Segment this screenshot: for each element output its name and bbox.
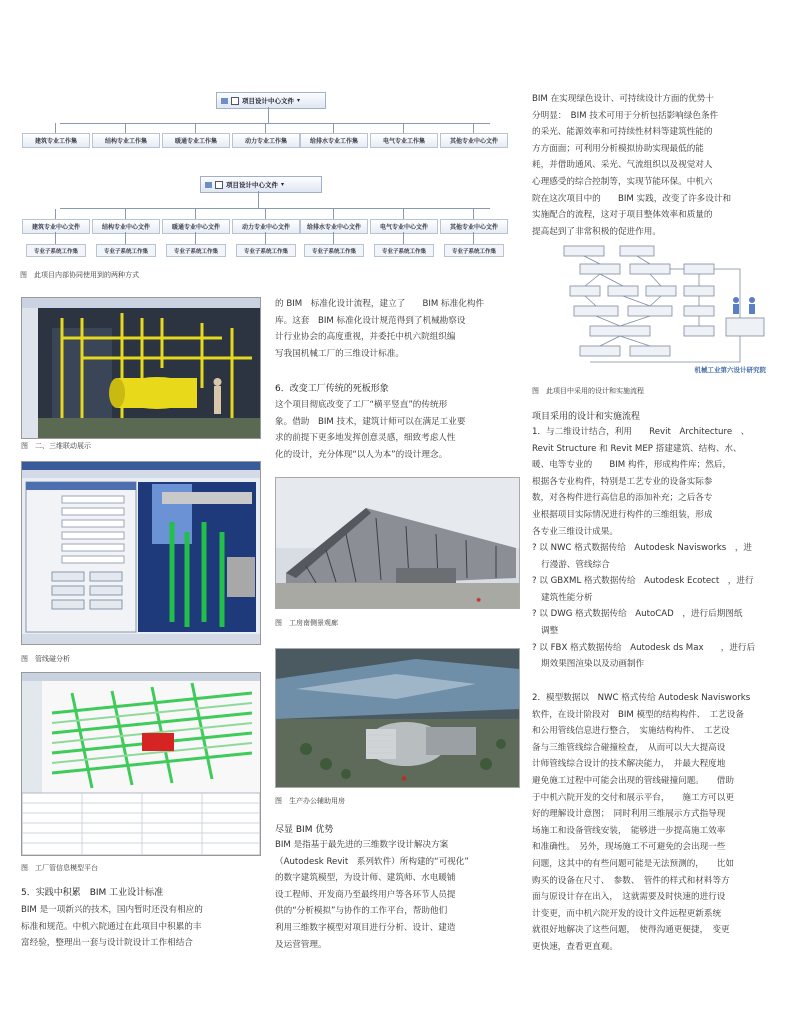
chevron-down-icon: ▾ <box>281 181 285 188</box>
org-sub-workset-5: 专业子系统工作集 <box>374 244 434 257</box>
office-building-image <box>275 648 520 788</box>
org-mid-child-1: 结构专业中心文件 <box>92 219 160 234</box>
fig4-caption: 图 工厂管信息模型平台 <box>21 864 98 872</box>
org-sub-workset-1: 专业子系统工作集 <box>96 244 156 257</box>
checkbox-icon <box>231 97 239 105</box>
folder-icon <box>205 182 212 188</box>
chevron-down-icon: ▾ <box>297 97 301 104</box>
clash-analysis-illustration <box>22 462 260 644</box>
landscape-corridor-illustration <box>276 478 519 608</box>
bullet-item: ? 以 FBX 格式数据传给 Autodesk ds Max ，进行后 期效果图渲染以及动画制作 <box>532 642 756 670</box>
info-platform-illustration <box>22 673 260 855</box>
org-chart <box>20 88 520 278</box>
para-5: BIM 是一项新兴的技术，国内暂时还没有相应的 标准和规范。中机六院通过在此项目中积累的丰 富经验，整理出一套与设计院设计工作相结合 <box>21 905 203 949</box>
para-standard-cont: 的 BIM 标准化设计流程，建立了 BIM 标准化构件 库。这套 BIM 标准化设计规范得到了机械勘察设 计行业协会的高度重视，并委托中机六院组织编 写我国机械工厂的三维设计标准。 <box>275 299 485 359</box>
heading-advantage: 尽显 BIM 优势 <box>275 825 334 835</box>
fig6-caption: 图 生产办公辅助用房 <box>275 797 345 805</box>
watermark: 机械工业第六设计研究院 <box>694 366 766 374</box>
para-6: 这个项目彻底改变了工厂“横平竖直”的传统形 象。借助 BIM 技术，建筑计师可以在满足工业要 求的前提下更多地发挥创意灵感，细致考虑人性 化的设计，充分体现“以人为本”的设计理念。 <box>275 400 466 460</box>
process-flow-diagram <box>560 242 768 376</box>
fig5-caption: 图 工房南侧景观廊 <box>275 619 338 627</box>
org-top-child-0: 建筑专业工作集 <box>22 133 90 148</box>
org-sub-workset-2: 专业子系统工作集 <box>166 244 226 257</box>
org-top-root: 项目设计中心文件 ▾ <box>216 92 326 109</box>
svg-text:✺: ✺ <box>401 775 407 783</box>
fig7-caption: 图 此项目中采用的设计和实施流程 <box>532 387 644 395</box>
folder-icon <box>221 98 228 104</box>
checkbox-icon <box>215 181 223 189</box>
org-mid-child-3: 动力专业中心文件 <box>232 219 300 234</box>
org-mid-child-6: 其他专业中心文件 <box>440 219 508 234</box>
org-mid-root: 项目设计中心文件 ▾ <box>200 176 322 193</box>
fig2-caption: 图 二、三维联动展示 <box>21 442 91 450</box>
para-flow: 1．与二维设计结合，利用 Revit Architecture 、 Revit Structure 和 Revit MEP 搭建建筑、结构、水、 暖、电等专业的 BIM 构件，形成构件库；然后， 根据各专业构件，特别是工艺专业的设备实际参 数，对各构件进行高信息的添加补充；之后各专 业根据项目实际情况进行构件的三维组装，形成 各专业三维设计成果。 <box>532 427 750 537</box>
bullet-item: ? 以 GBXML 格式数据传给 Autodesk Ecotect ，进行 建筑性能分析 <box>532 576 754 603</box>
org-chart-caption: 图 此项目内部协同使用到的两种方式 <box>20 271 139 279</box>
org-top-child-6: 其他专业中心文件 <box>440 133 508 148</box>
heading-5: 5．实践中积累 BIM 工业设计标准 <box>21 888 164 898</box>
para-advantage: BIM 是指基于最先进的三维数字设计解决方案 （Autodesk Revit 系列软件）所构建的“可视化” 的数字建筑模型，为设计师、建筑师、水电暖铺 设工程师、开发商乃至最终用户等各环节人员提 供的“分析模拟”与协作的工作平台，帮助他们 利用三维数字模型对项目进行分析、设计、建造 及运营管理。 <box>275 840 469 950</box>
para-green-design: BIM 在实现绿色设计、可持续设计方面的优势十 分明显： BIM 技术可用于分析包括影响绿色条件 的采光、能源效率和可持续性材料等建筑性能的 方方面面；可利用分析模拟协助实现最低的能 耗，并借助通风、采光、气流组织以及视觉对人 心理感受的综合控制等，实现节能环保。中机六 院在这次项目中的 BIM 实践，改变了许多设计和 实施配合的流程，这对于项目整体效率和质量的 提高起到了非常积极的促进作用。 <box>532 94 732 237</box>
clash-analysis-image <box>21 461 261 645</box>
bullet-item: ? 以 NWC 格式数据传给 Autodesk Navisworks ，进 行漫游、管线综合 <box>532 543 753 570</box>
org-sub-workset-3: 专业子系统工作集 <box>236 244 296 257</box>
info-platform-image <box>21 672 261 856</box>
org-top-child-5: 电气专业工作集 <box>370 133 438 148</box>
heading-flow: 项目采用的设计和实施流程 <box>532 412 641 422</box>
para-2: 2．模型数据以 NWC 格式传给 Autodesk Navisworks 软件，在设计阶段对 BIM 模型的结构构件、 工艺设备 和公用管线信息进行整合， 实施结构构件、 工艺设 备与三维管线综合碰撞检查， 从而可以大大提高设 计师管线综合设计的技术解决能力， 并最大程度地 避免施工过程中可能会出现的管线碰撞问题。 借助 于中机六院开发的交付和展示平台， 施工方可以更 好的理解设计意图； 同时利用三维展示方式指导现 场施工和设备管线安装， 能够进一步提高施工效率 和准确性。 另外，现场施工不可避免的会出现一些 问题，这其中的有些问题可能是无法预测的， 比如 购买的设备在尺寸、 参数、 管件的样式和材料等方 面与原设计存在出入， 这就需要及时快速的进行设 计变更，而中机六院开发的设计文件远程更新系统 就很好地解决了这些问题， 使得沟通更便捷， 变更 更快速，查看更直观。 <box>532 693 751 952</box>
org-mid-child-0: 建筑专业中心文件 <box>22 219 90 234</box>
plant-3d-image <box>21 297 261 439</box>
office-building-illustration <box>276 649 519 787</box>
org-mid-child-2: 暖通专业中心文件 <box>162 219 230 234</box>
org-sub-workset-6: 专业子系统工作集 <box>444 244 504 257</box>
svg-text:✺: ✺ <box>476 597 482 604</box>
bullet-list <box>532 540 780 673</box>
org-top-child-2: 暖通专业工作集 <box>162 133 230 148</box>
org-top-child-1: 结构专业工作集 <box>92 133 160 148</box>
org-top-child-4: 给排水专业工作集 <box>300 133 368 148</box>
bullet-item: ? 以 DWG 格式数据传给 AutoCAD ，进行后期图纸 调整 <box>532 609 743 636</box>
org-top-child-3: 动力专业工作集 <box>232 133 300 148</box>
org-mid-child-5: 电气专业中心文件 <box>370 219 438 234</box>
org-sub-workset-4: 专业子系统工作集 <box>304 244 364 257</box>
plant-3d-illustration <box>22 298 260 438</box>
fig3-caption: 图 管线碰分析 <box>21 655 70 663</box>
heading-6: 6．改变工厂传统的死板形象 <box>275 384 389 394</box>
org-sub-workset-0: 专业子系统工作集 <box>26 244 86 257</box>
landscape-corridor-image <box>275 477 520 609</box>
org-mid-child-4: 给排水专业中心文件 <box>300 219 368 234</box>
process-flow-illustration <box>560 242 768 376</box>
